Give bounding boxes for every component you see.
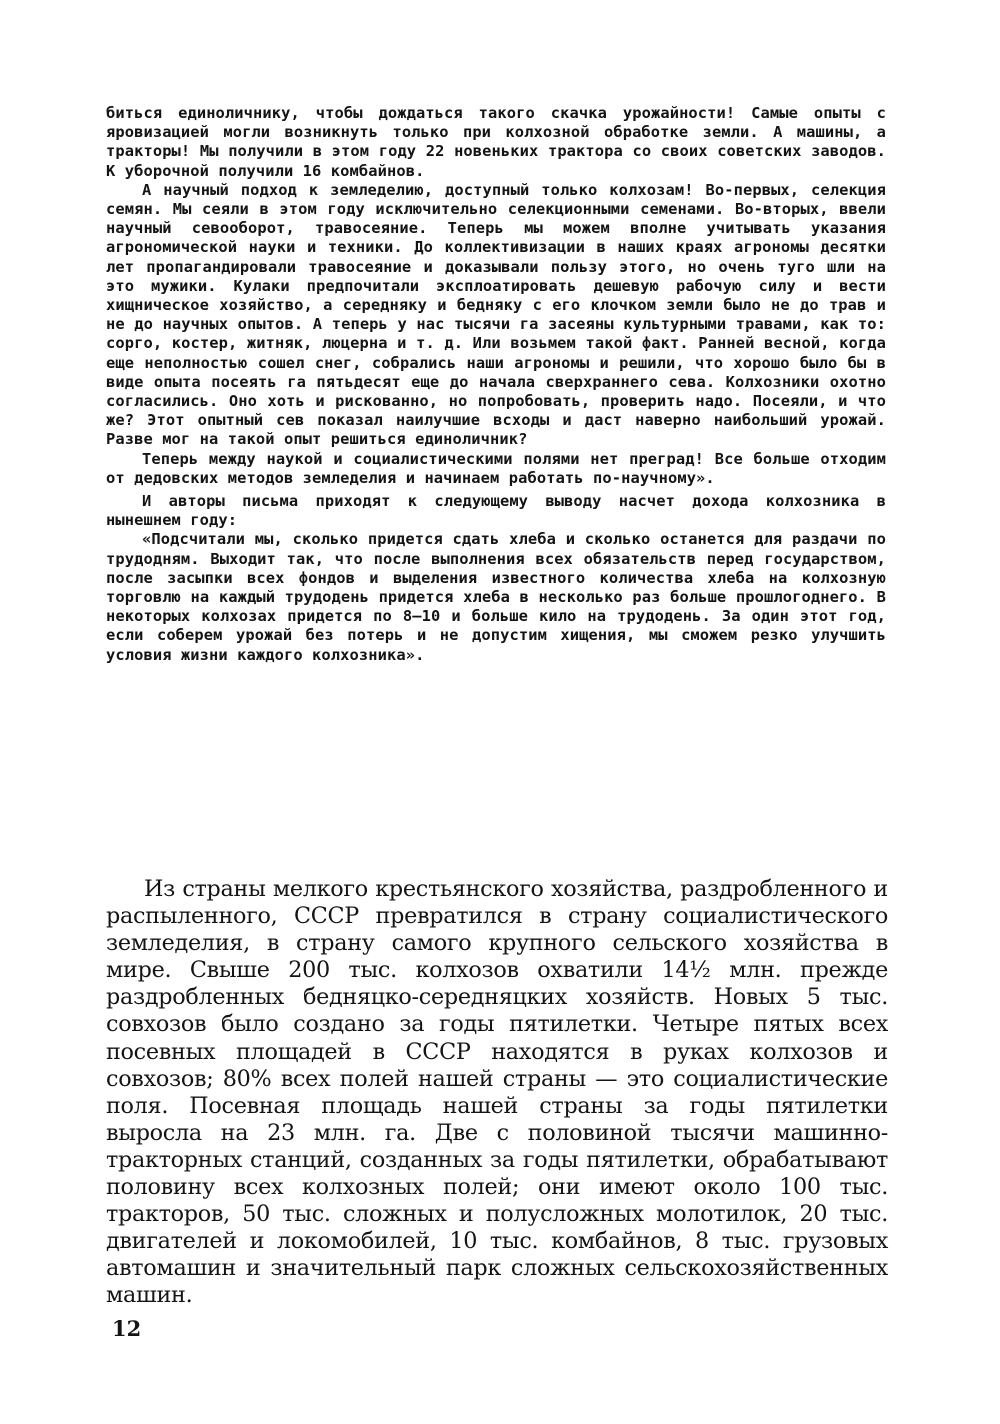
quote-paragraph-3: Теперь между наукой и социалистическими полями нет преград! Все больше отходим от дедовских методов земледелия и начинаем работать по-научному».: [106, 449, 886, 487]
quote-paragraph-2: А научный подход к земледелию, доступный только колхозам! Во-первых, селекция семян. Мы сеяли в этом году исключительно селекционными семенами. Во-вторых, ввели научный севооборот, травосеяние. Теперь мы можем вполне учитывать указания агрономической науки и техники. До коллективизации в наших краях агрономы десятки лет пропагандировали травосеяние и доказывали пользу этого, но очень туго шли на это мужики. Кулаки предпочитали эксплоатировать дешевую рабочую силу и вести хищническое хозяйство, а середняку и бедняку с его клочком земли было не до трав и не до научных опытов. А теперь у нас тысячи га засеяны культурными травами, как то: сорго, костер, житняк, люцерна и т. д. Или возьмем такой факт. Ранней весной, когда еще неполностью сошел снег, собрались наши агрономы и решили, что хорошо было бы в виде опыта посеять га пятьдесят еще до начала сверхраннего сева. Колхозники охотно согласились. Оно хоть и рискованно, но попробовать, проверить надо. Посеяли, и что же? Этот опытный сев показал наилучшие всходы и даст наверно наибольший урожай. Разве мог на такой опыт решиться единоличник?: [106, 180, 886, 449]
quoted-letter-text: [106, 104, 886, 665]
page-number: 12: [112, 1316, 142, 1341]
quote-paragraph-4: «Подсчитали мы, сколько придется сдать хлеба и сколько останется для раздачи по трудодням. Выходит так, что после выполнения всех обязательств перед государством, после засыпки всех фондов и выделения известного количества хлеба на колхозную торговлю на каждый трудодень придется хлеба в несколько раз больше прошлогоднего. В некоторых колхозах придется по 8—10 и больше кило на трудодень. За один этот год, если соберем урожай без потерь и не допустим хищения, мы сможем резко улучшить условия жизни каждого колхозника».: [106, 530, 886, 664]
main-paragraph: Из страны мелкого крестьянского хозяйства, раздробленного и распыленного, СССР превратился в страну социалистического земледелия, в страну самого крупного сельского хозяйства в мире. Свыше 200 тыс. колхозов охватили 14½ млн. прежде раздробленных бедняцко-середняцких хозяйств. Новых 5 тыс. совхозов было создано за годы пятилетки. Четыре пятых всех посевных площадей в СССР находятся в руках колхозов и совхозов; 80% всех полей нашей страны — это социалистические поля. Посевная площадь нашей страны за годы пятилетки выросла на 23 млн. га. Две с половиной тысячи машинно-тракторных станций, созданных за годы пятилетки, обрабатывают половину всех колхозных полей; они имеют около 100 тыс. тракторов, 50 тыс. сложных и полусложных молотилок, 20 тыс. двигателей и локомобилей, 10 тыс. комбайнов, 8 тыс. грузовых автомашин и значительный парк сложных сельскохозяйственных машин.: [106, 876, 888, 1309]
narrative-paragraph: И авторы письма приходят к следующему выводу насчет дохода колхозника в нынешнем году:: [106, 492, 886, 530]
main-body-text: [106, 876, 888, 1310]
quote-paragraph-1: биться единоличнику, чтобы дождаться такого скачка урожайности! Самые опыты с яровизацией могли возникнуть только при колхозной обработке земли. А машины, а тракторы! Мы получили в этом году 22 новеньких трактора со своих советских заводов. К уборочной получили 16 комбайнов.: [106, 104, 886, 180]
